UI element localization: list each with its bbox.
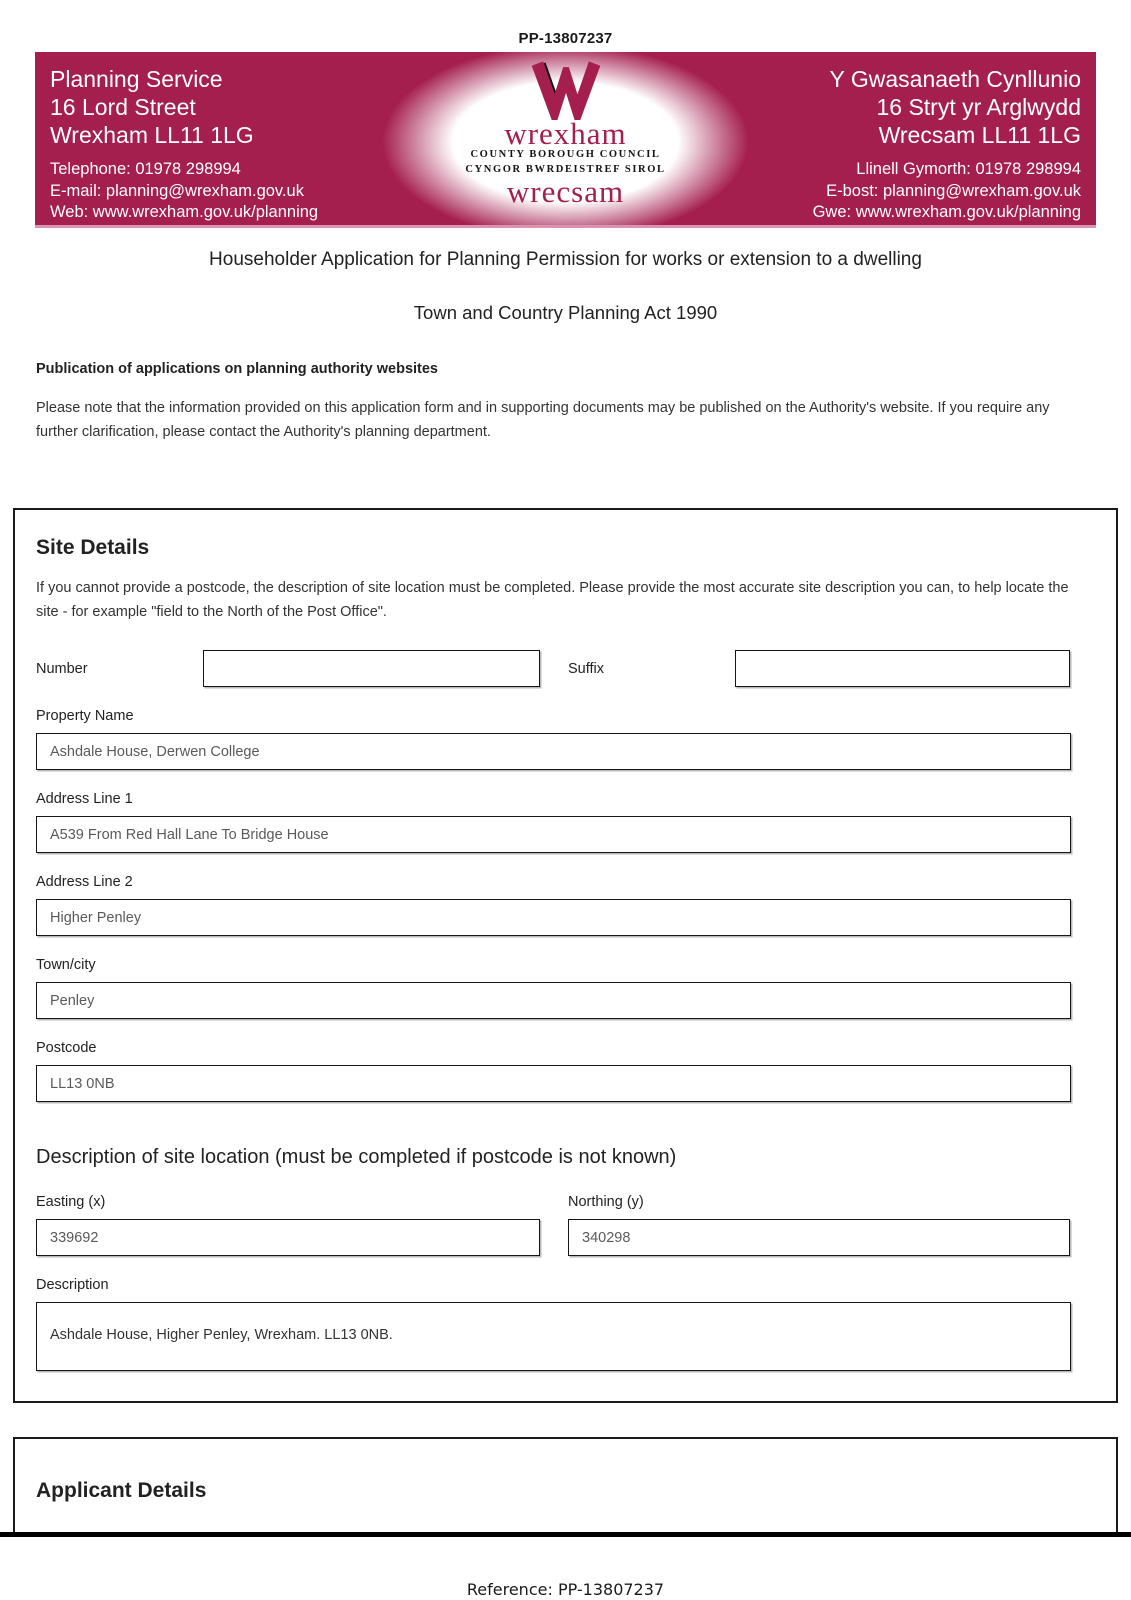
suffix-label: Suffix (568, 660, 605, 677)
postcode-label: Postcode (36, 1040, 97, 1056)
web-english: Web: www.wrexham.gov.uk/planning (50, 203, 319, 221)
address-line-2-input[interactable] (36, 899, 1071, 936)
address-line-1-input[interactable] (36, 816, 1071, 853)
property-name-input[interactable] (36, 733, 1071, 770)
banner-english-address-block (50, 65, 318, 224)
description-label: Description (36, 1277, 109, 1293)
page-break-divider (0, 1532, 1131, 1537)
applicant-details-section (13, 1437, 1118, 1532)
number-label: Number (36, 660, 88, 677)
publication-note-body: Please note that the information provided on this application form and in supporting documents may be published on the Authority's website. If you require any further clarification, please contact the Authority's planning department. (36, 400, 1050, 440)
dept-city-english: Wrexham LL11 1LG (50, 122, 254, 148)
address-line-2-label: Address Line 2 (36, 874, 133, 890)
site-details-section (13, 508, 1118, 1403)
dept-name-welsh: Y Gwasanaeth Cynllunio (829, 66, 1081, 92)
form-title: Householder Application for Planning Permission for works or extension to a dwelling (209, 249, 922, 270)
number-suffix-row (36, 650, 1071, 687)
contact-block-english (50, 159, 318, 224)
logo-subtitle-english: COUNTY BOROUGH COUNCIL (470, 149, 661, 160)
property-name-label: Property Name (36, 708, 134, 724)
logo-subtitle-welsh: CYNGOR BWRDEISTREF SIROL (465, 164, 666, 175)
easting-northing-row (36, 1173, 1071, 1256)
northing-input[interactable] (568, 1219, 1070, 1256)
town-city-label: Town/city (36, 957, 96, 973)
site-details-heading: Site Details (36, 536, 150, 559)
dept-street-english: 16 Lord Street (50, 94, 196, 120)
email-english: E-mail: planning@wrexham.gov.uk (50, 181, 304, 200)
dept-street-welsh: 16 Stryt yr Arglwydd (876, 94, 1081, 120)
postcode-input[interactable] (36, 1065, 1071, 1102)
telephone-welsh: Llinell Gymorth: 01978 298994 (856, 160, 1081, 178)
address-line-1-label: Address Line 1 (36, 791, 133, 807)
contact-block-welsh (813, 159, 1081, 224)
town-city-input[interactable] (36, 982, 1071, 1019)
council-header-banner (35, 52, 1096, 228)
dept-name-english: Planning Service (50, 66, 223, 92)
applicant-details-heading: Applicant Details (36, 1479, 207, 1502)
easting-label: Easting (x) (36, 1194, 106, 1210)
logo-wordmark-welsh: wrecsam (506, 174, 625, 209)
site-location-description-heading: Description of site location (must be completed if postcode is not known) (36, 1146, 677, 1168)
easting-field-group (36, 1173, 540, 1256)
wrexham-council-logo (416, 60, 716, 207)
easting-input[interactable] (36, 1219, 540, 1256)
application-reference-top: PP-13807237 (518, 30, 613, 47)
logo-wordmark-english: wrexham (504, 116, 627, 151)
publication-note-heading: Publication of applications on planning authority websites (36, 361, 438, 377)
dept-city-welsh: Wrecsam LL11 1LG (878, 122, 1081, 148)
suffix-input[interactable] (735, 650, 1070, 687)
act-title: Town and Country Planning Act 1990 (413, 302, 718, 323)
telephone-english: Telephone: 01978 298994 (50, 160, 241, 178)
number-input[interactable] (203, 650, 540, 687)
web-welsh: Gwe: www.wrexham.gov.uk/planning (812, 203, 1081, 221)
northing-field-group (568, 1173, 1070, 1256)
site-details-intro: If you cannot provide a postcode, the description of site location must be completed. Please provide the most accurate site description you can, to help locate the site - for example "field to the North of the Post Office". (36, 580, 1069, 620)
description-textarea[interactable] (36, 1302, 1071, 1371)
email-welsh: E-bost: planning@wrexham.gov.uk (826, 181, 1081, 200)
wrexham-logo-w-icon (527, 60, 605, 120)
banner-welsh-address-block (813, 65, 1081, 224)
northing-label: Northing (y) (568, 1194, 644, 1210)
footer-reference: Reference: PP-13807237 (466, 1580, 665, 1599)
